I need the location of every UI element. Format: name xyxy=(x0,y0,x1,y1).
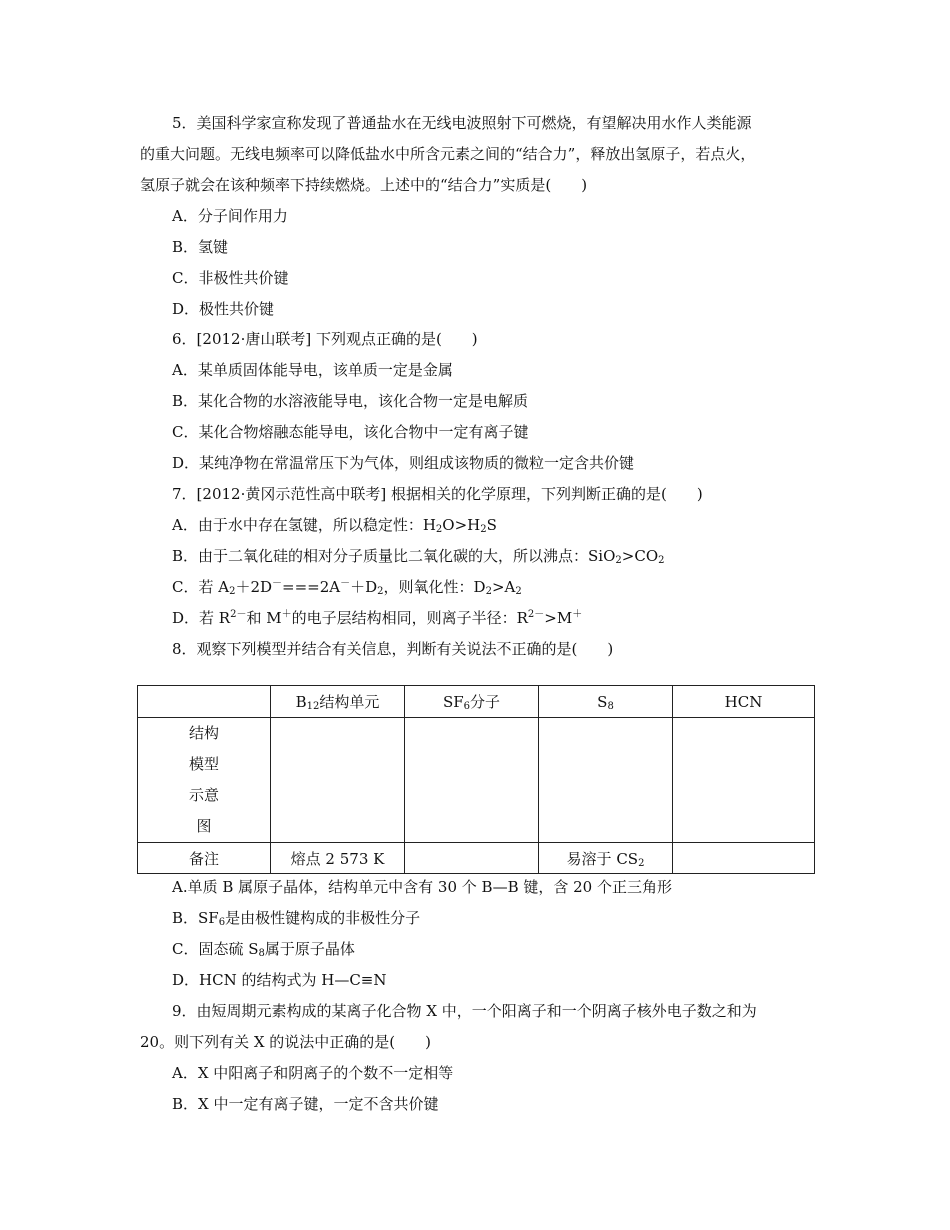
table-corner-cell xyxy=(138,686,271,718)
q6-stem: 6．[2012·唐山联考] 下列观点正确的是( ) xyxy=(172,330,478,348)
q6-option-a: A．某单质固体能导电，该单质一定是金属 xyxy=(172,361,453,379)
row-label-model: 结构 模型 示意 图 xyxy=(138,718,271,843)
q5-option-c: C．非极性共价键 xyxy=(172,269,289,287)
structure-model-table xyxy=(137,685,815,874)
model-cell-sf6 xyxy=(405,718,539,843)
header-b12: $B_{12}$结构单元 xyxy=(271,686,405,718)
q7-option-b: B．由于二氧化硅的相对分子质量比二氧化碳的大，所以沸点：$SiO_2>CO_2$ xyxy=(172,547,665,566)
model-cell-hcn xyxy=(673,718,815,843)
table-header-row xyxy=(138,686,815,718)
q6-option-b: B．某化合物的水溶液能导电，该化合物一定是电解质 xyxy=(172,392,529,410)
header-hcn: HCN xyxy=(673,686,815,718)
q5-stem-line3: 氢原子就会在该种频率下持续燃烧。上述中的“结合力”实质是( ) xyxy=(140,176,588,194)
q7-option-c: C．若 $A_2+2D^-===2A^-+D_2$，则氧化性：$D_2>A_2$ xyxy=(172,578,522,597)
q9-option-a: A．X 中阳离子和阴离子的个数不一定相等 xyxy=(172,1064,454,1082)
q9-stem-line2: 20。则下列有关 X 的说法中正确的是( ) xyxy=(140,1033,432,1051)
note-hcn xyxy=(673,843,815,874)
q5-stem-line1: 5．美国科学家宣称发现了普通盐水在无线电波照射下可燃烧，有望解决用水作人类能源 xyxy=(172,114,752,132)
header-sf6: $SF_6$分子 xyxy=(405,686,539,718)
note-sf6 xyxy=(405,843,539,874)
model-cell-b12 xyxy=(271,718,405,843)
q8-stem: 8．观察下列模型并结合有关信息，判断有关说法不正确的是( ) xyxy=(172,640,614,658)
table-model-row xyxy=(138,718,815,843)
q5-option-d: D．极性共价键 xyxy=(172,300,275,318)
table-note-row xyxy=(138,843,815,874)
q6-option-d: D．某纯净物在常温常压下为气体，则组成该物质的微粒一定含共价键 xyxy=(172,454,635,472)
q8-option-a: A.单质 B 属原子晶体，结构单元中含有 30 个 B—B 键，含 20 个正三角形 xyxy=(172,878,672,896)
q5-stem-line2: 的重大问题。无线电频率可以降低盐水中所含元素之间的“结合力”，释放出氢原子，若点火， xyxy=(140,145,756,163)
q8-option-d: D．HCN 的结构式为 H—C≡N xyxy=(172,971,387,989)
q5-option-b: B．氢键 xyxy=(172,238,229,256)
model-cell-s8 xyxy=(539,718,673,843)
q6-option-c: C．某化合物熔融态能导电，该化合物中一定有离子键 xyxy=(172,423,529,441)
header-s8: $S_8$ xyxy=(539,686,673,718)
q7-option-d: D．若 $R^{2-}$和 M＋的电子层结构相同，则离子半径：$R^{2-}>M^+$ xyxy=(172,609,583,627)
note-s8: 易溶于 $CS_2$ xyxy=(539,843,673,874)
q7-option-a: A．由于水中存在氢键，所以稳定性：$H_2O>H_2S$ xyxy=(172,516,497,535)
q9-stem-line1: 9．由短周期元素构成的某离子化合物 X 中，一个阳离子和一个阴离子核外电子数之和为 xyxy=(172,1002,757,1020)
q8-option-b: B．$SF_6$是由极性键构成的非极性分子 xyxy=(172,909,421,928)
q7-stem: 7．[2012·黄冈示范性高中联考] 根据相关的化学原理，下列判断正确的是( ) xyxy=(172,485,703,503)
row-label-note: 备注 xyxy=(138,843,271,874)
q5-option-a: A．分子间作用力 xyxy=(172,207,288,225)
q8-option-c: C．固态硫 $S_8$属于原子晶体 xyxy=(172,940,355,959)
q9-option-b: B．X 中一定有离子键，一定不含共价键 xyxy=(172,1095,439,1113)
note-b12: 熔点 2 573 K xyxy=(271,843,405,874)
